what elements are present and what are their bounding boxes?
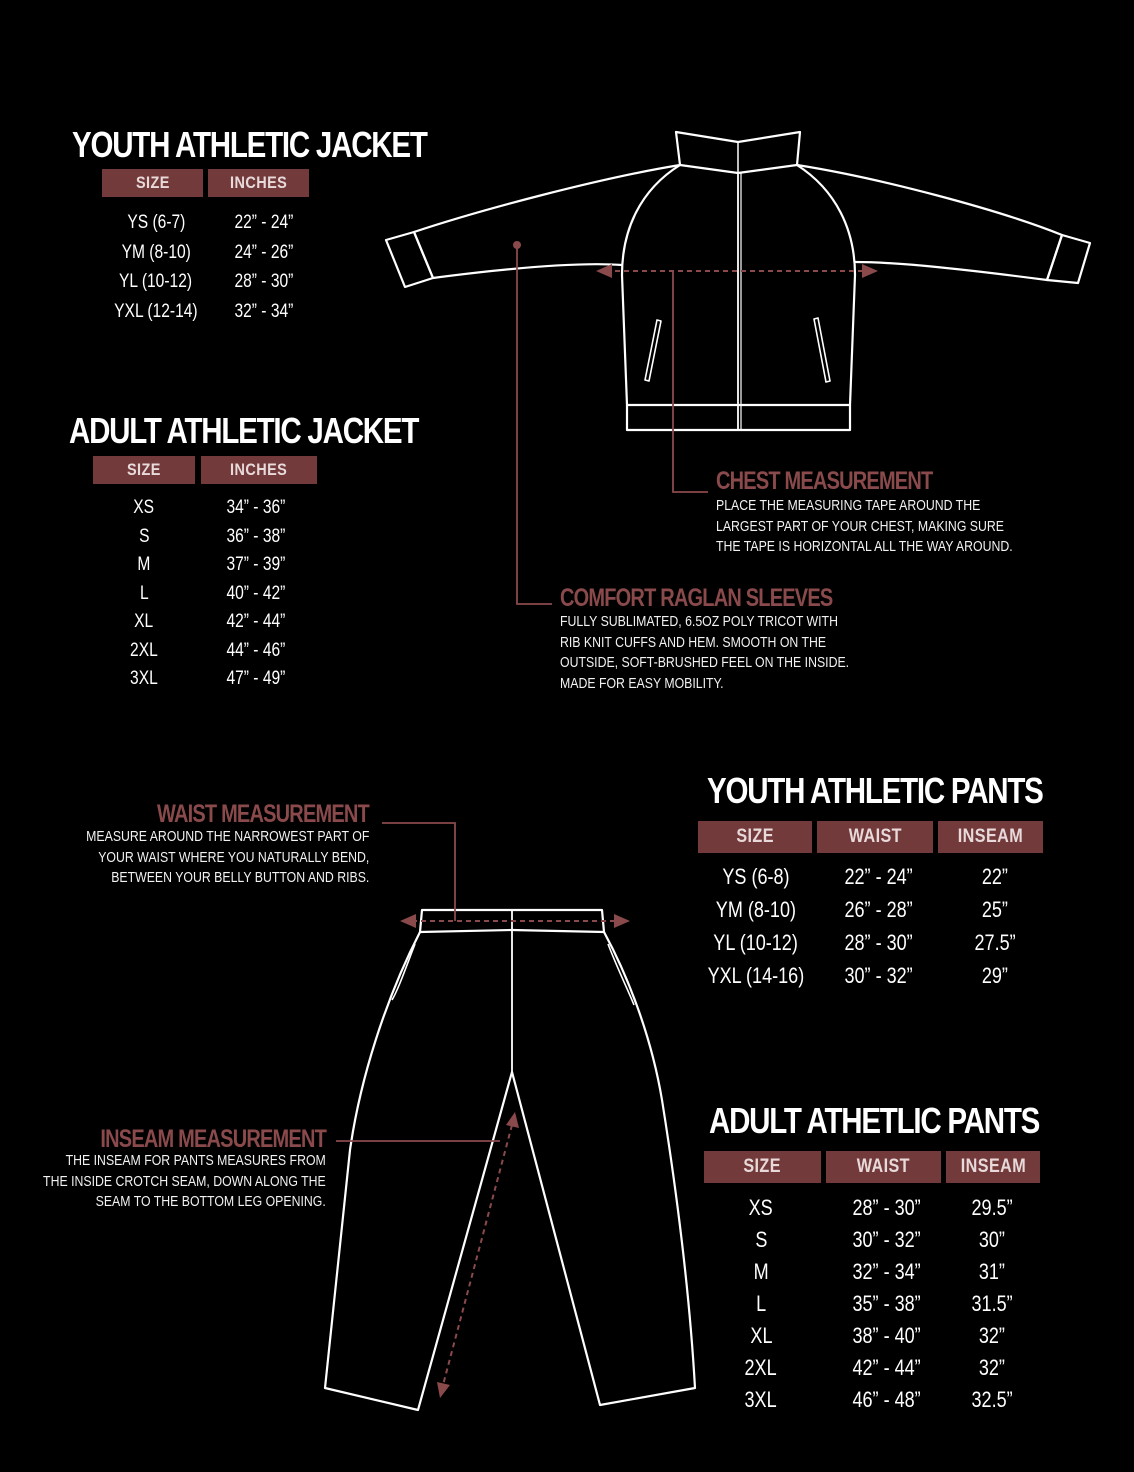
adult-jacket-title: ADULT ATHLETIC JACKET [69,410,419,451]
table-cell: 47” - 49” [226,668,286,689]
adult-jacket-header-size: SIZE [93,456,195,484]
youth-jacket-header-size: SIZE [102,169,203,197]
table-cell: XL [134,611,154,632]
adult-pants-header-waist: WAIST [826,1151,941,1183]
table-cell: YL (10-12) [713,930,799,955]
table-cell: 40” - 42” [226,582,286,604]
table-cell: M [137,554,151,575]
table-cell: 35” - 38” [852,1291,922,1316]
youth-pants-header-inseam: INSEAM [938,821,1043,853]
youth-pants-header-waist: WAIST [817,821,933,853]
youth-jacket-header-inches: INCHES [208,169,309,197]
table-cell: 44” - 46” [226,639,286,661]
table-cell: 22” - 24” [844,864,914,889]
table-cell: 3XL [744,1387,778,1412]
sleeves-text: FULLY SUBLIMATED, 6.5OZ POLY TRICOT WITH RIB KNIT CUFFS AND HEM. SMOOTH ON THE OUTSIDE, SOFT-BRUSHED FEEL ON THE INSIDE. MADE FOR EASY MOBILITY. [560,613,850,692]
table-cell: 46” - 48” [852,1387,922,1412]
youth-pants-header-size: SIZE [698,821,812,853]
adult-pants-header-inseam: INSEAM [946,1151,1040,1183]
table-cell: YM (8-10) [715,897,797,922]
table-cell: 37” - 39” [226,554,286,575]
table-cell: 29.5” [971,1195,1013,1220]
table-cell: S [754,1227,768,1252]
jacket-illustration [386,132,1090,430]
table-cell: YM (8-10) [121,241,191,263]
sleeves-title: COMFORT RAGLAN SLEEVES [560,584,833,612]
waist-arrow [400,914,630,928]
inseam-measurement-text: THE INSEAM FOR PANTS MEASURES FROM THE INSIDE CROTCH SEAM, DOWN ALONG THE SEAM TO THE BOTTOM LEG OPENING. [43,1152,327,1210]
table-cell: 27.5” [974,930,1016,955]
table-cell: 28” - 30” [234,271,294,292]
table-cell: XS [748,1195,774,1220]
table-cell: 25” [981,897,1009,922]
table-cell: YL (10-12) [119,271,193,292]
youth-pants-title: YOUTH ATHLETIC PANTS [707,770,1043,811]
table-cell: 38” - 40” [852,1323,922,1348]
chest-measurement-title: CHEST MEASUREMENT [716,467,933,495]
inseam-arrow [437,1112,519,1398]
table-cell: 32” [978,1355,1006,1380]
waist-leader-line [382,823,455,921]
table-cell: 28” - 30” [844,930,914,955]
adult-jacket-header-inches: INCHES [201,456,317,484]
inseam-measurement-title: INSEAM MEASUREMENT [100,1125,326,1153]
table-cell: YXL (14-16) [707,963,805,988]
table-cell: 2XL [130,639,158,661]
table-cell: 24” - 26” [234,241,294,263]
table-cell: 31.5” [971,1291,1013,1316]
table-cell: 32” - 34” [852,1259,922,1284]
table-cell: 30” - 32” [852,1227,922,1252]
table-cell: 31” [978,1259,1006,1284]
table-cell: 28” - 30” [852,1195,922,1220]
table-cell: 22” [981,864,1009,889]
chest-arrow [596,264,878,278]
table-cell: 32” - 34” [234,300,294,322]
table-cell: 2XL [744,1355,778,1380]
sleeve-leader-line [513,241,552,604]
table-cell: L [139,582,149,604]
table-cell: S [138,525,150,547]
table-cell: L [755,1291,767,1316]
table-cell: 32” [978,1323,1006,1348]
adult-pants-header-size: SIZE [704,1151,821,1183]
table-cell: 26” - 28” [844,897,914,922]
table-cell: 36” - 38” [226,525,286,547]
table-cell: 42” - 44” [852,1355,922,1380]
adult-pants-title: ADULT ATHETLIC PANTS [709,1100,1040,1141]
waist-measurement-text: MEASURE AROUND THE NARROWEST PART OF YOUR WAIST WHERE YOU NATURALLY BEND, BETWEEN YOUR BELLY BUTTON AND RIBS. [85,828,370,886]
waist-measurement-title: WAIST MEASUREMENT [157,800,369,828]
table-cell: 29” [981,963,1009,988]
table-cell: 30” [978,1227,1006,1252]
chest-measurement-text: PLACE THE MEASURING TAPE AROUND THE LARGEST PART OF YOUR CHEST, MAKING SURE THE TAPE IS HORIZONTAL ALL THE WAY AROUND. [716,497,1013,555]
table-cell: 22” - 24” [234,212,294,233]
table-cell: 30” - 32” [844,963,914,988]
table-cell: M [753,1259,769,1284]
chest-leader-line [673,271,708,492]
table-cell: 34” - 36” [226,497,286,518]
youth-jacket-title: YOUTH ATHLETIC JACKET [72,124,427,165]
table-cell: 32.5” [971,1387,1013,1412]
table-cell: 3XL [130,668,158,689]
pants-illustration [325,910,695,1410]
table-cell: YS (6-8) [722,864,790,889]
table-cell: XL [749,1323,773,1348]
table-cell: YXL (12-14) [114,300,198,322]
table-cell: XS [133,497,155,518]
table-cell: 42” - 44” [226,611,286,632]
table-cell: YS (6-7) [126,212,186,233]
